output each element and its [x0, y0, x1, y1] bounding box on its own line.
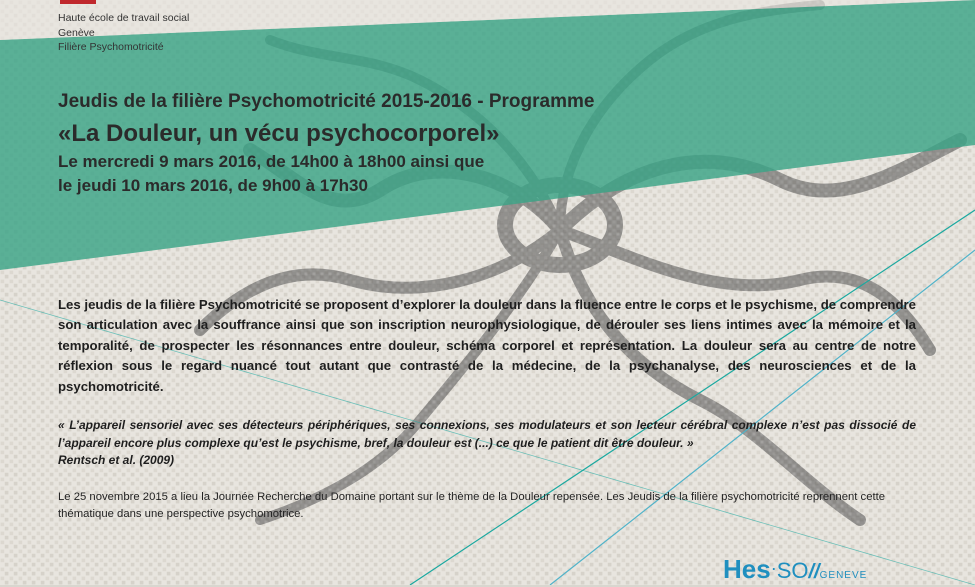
school-name: Haute école de travail social: [58, 12, 190, 24]
institution-block: [58, 11, 189, 55]
logo-geneve-text: GENEVE: [819, 570, 868, 581]
intro-paragraph: Les jeudis de la filière Psychomotricité se proposent d’explorer la douleur dans la fluence entre le corps et le psychisme, de comprendre son articulation avec la souffrance ainsi que son inscription neurophysiologique, de dérouler ses liens intimes avec la mémoire et la temporalité, de prospecter les résonnances entre douleur, schéma corporel et représentation. La douleur sera au centre de notre réflexion sous le regard nuancé tout autant que contrasté de la médecine, de la psychanalyse, des neurosciences et de la psychomotricité.: [58, 297, 916, 394]
logo-so-text: SO: [776, 558, 809, 583]
research-day-note: Le 25 novembre 2015 a lieu la Journée Recherche du Domaine portant sur le thème de la Douleur repensée. Les Jeudis de la filière psychomotricité reprennent cette thématique dans une perspective psychomotrice.: [58, 491, 886, 520]
date-line-1: Le mercredi 9 mars 2016, de 14h00 à 18h00 ainsi que: [58, 152, 485, 171]
quote-block: [58, 417, 916, 470]
quote-source: Rentsch et al. (2009): [58, 453, 175, 467]
logo-dot: ·: [770, 558, 777, 578]
program-line: Jeudis de la filière Psychomotricité 2015-2016 - Programme: [58, 91, 595, 112]
header-block: [58, 90, 778, 198]
department-name: Filière Psychomotricité: [58, 41, 164, 53]
logo-slashes: //: [808, 561, 820, 583]
date-line-2: le jeudi 10 mars 2016, de 9h00 à 17h30: [58, 176, 368, 195]
city-name: Genève: [58, 26, 95, 39]
hes-so-logo: [723, 553, 867, 585]
logo-hes-text: Hes: [723, 554, 771, 584]
top-accent-bar: [60, 0, 96, 4]
quote-text: « L’appareil sensoriel avec ses détecteurs périphériques, ses connexions, ses modulateurs et son lecteur cérébral complexe n’est pas dissocié de l’appareil encore plus complexe qu’est le psychisme, bref, la douleur est (...) ce que le patient dit être douleur. »: [58, 418, 916, 450]
event-title: «La Douleur, un vécu psychocorporel»: [58, 120, 500, 147]
